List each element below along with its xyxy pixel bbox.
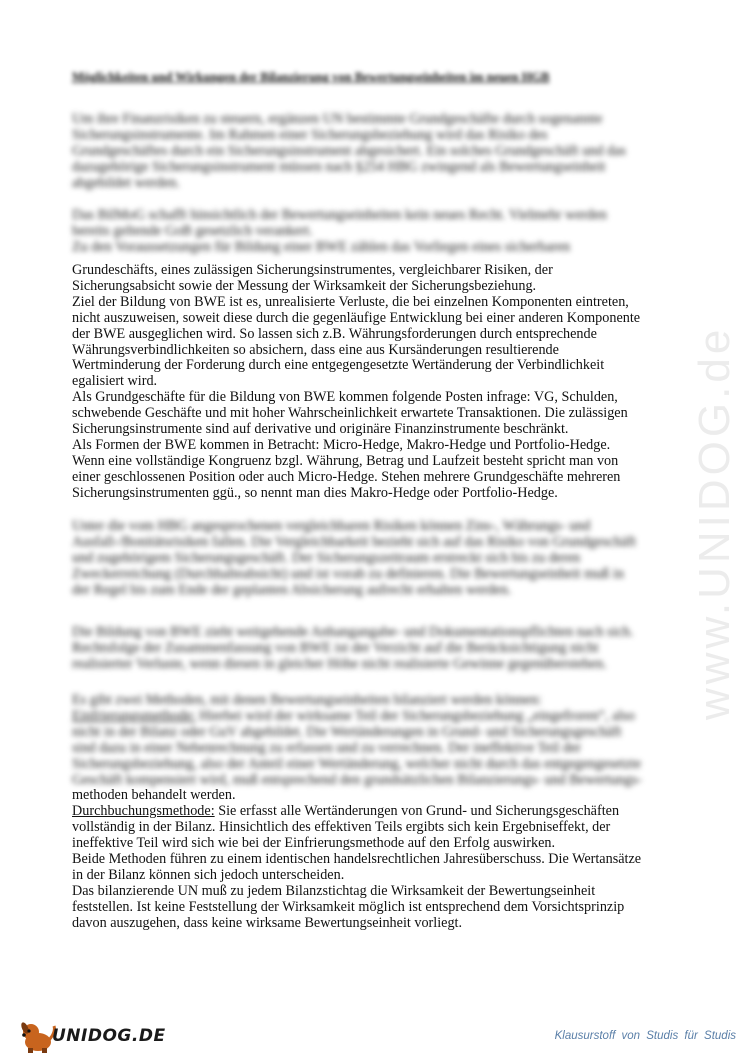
text-line: Grundeschäfts, eines zulässigen Sicherungsinstrumentes, vergleichbarer Risiken, der [72, 263, 553, 278]
method2-text: Sie erfasst alle Wertänderungen von Grund- und Sicherungsgeschäften [214, 804, 620, 820]
text-line: Sicherungsinstrumenten ggü., so nennt man dies Makro-Hedge oder Portfolio-Hedge. [72, 485, 558, 501]
text-line: Unter die vom HBG angesprochenen vergleichbaren Risiken können Zins-, Währungs- und [72, 519, 591, 534]
text-line: Beide Methoden führen zu einem identischen handelsrechtlichen Jahresüberschuss. Die Wertansätze [72, 852, 642, 868]
method1-label: Einfrierungsmethode: [72, 708, 196, 724]
text-line: Ausfall-/Bonitätsrisiken fallen. Die Vergleichbarkeit bezieht sich auf das Risiko von Grundgeschäft [72, 534, 637, 550]
text-line: abgebildet werden. [72, 175, 180, 191]
text-line: Sicherungsinstrumente sind auf derivative und originäre Finanzinstrumente beschränkt. [72, 422, 569, 438]
text-line: nicht auszuweisen, soweit diese durch die gegenläufige Entwicklung bei einer anderen Komponente [72, 310, 641, 326]
methods-section [72, 693, 678, 932]
intro-paragraph [72, 112, 678, 192]
text-line: der BWE ausgeglichen wird. So lassen sich z.B. Währungsforderungen durch entsprechende [72, 326, 597, 342]
text-line: einer geschlossenen Position oder auch Micro-Hedge. Stehen mehrere Grundgeschäfte mehreren [72, 469, 621, 485]
text-line: Rechtsfolge der Zusammenfassung von BWE ist der Verzicht auf die Berücksichtigung nicht [72, 640, 599, 656]
method1-text: Hierbei wird der wirksame Teil der Sicherungsbeziehung „eingefroren“, also [195, 708, 635, 724]
text-line: Zu den Voraussetzungen für Bildung einer BWE zählen das Vorliegen eines sicherbaren [72, 239, 571, 255]
blurred-paragraph-2 [72, 208, 678, 256]
text-line: Geschäft kompensiert wird, muß entsprechend den grundsätzlichen Bilanzierungs- und Bewertungs- [72, 772, 642, 788]
text-line: Um ihre Finanzrisiken zu steuern, ergänzen UN bestimmte Grundgeschäfte durch sogenannte [72, 112, 603, 127]
text-line: realisierter Verluste, wenn diesen in gleicher Höhe nicht realisierte Gewinne gegenüberstehen. [72, 656, 607, 672]
text-line: dazugehörige Sicherungsinstrument müssen nach §254 HBG zwingend als Bewertungseinheit [72, 159, 606, 175]
text-line: ineffektive Teil wird sich wie bei der Einfrierungsmethode auf den Erfolg auswirken. [72, 836, 556, 852]
text-line: davon auszugehen, dass keine wirksame Bewertungseinheit vorliegt. [72, 915, 463, 931]
watermark-text: www.UNIDOG.de [690, 325, 739, 720]
text-line: Sicherungsinstrumente. Im Rahmen einer Sicherungsbeziehung wird das Risiko des [72, 127, 548, 143]
text-line: Wertminderung der Forderung durch eine entgegengesetzte Wertänderung der Verbindlichkeit [72, 358, 605, 374]
text-line: egalisiert wird. [72, 374, 158, 390]
text-line: und zugehörigem Sicherungsgeschäft. Der Sicherungszeitraum erstreckt sich bis zu deren [72, 550, 581, 566]
method2-body [72, 820, 678, 931]
method1-line [72, 709, 678, 725]
text-line: Das BilMoG schafft hinsichtlich der Bewertungseinheiten kein neues Recht. Vielmehr werden [72, 208, 607, 223]
text-line: Sicherungsabsicht sowie der Messung der Wirksamkeit der Sicherungsbeziehung. [72, 278, 537, 294]
text-line: feststellen. Ist keine Feststellung der Wirksamkeit möglich ist entsprechend dem Vorsichtsprinzip [72, 899, 625, 915]
text-line: in der Bilanz können sich jedoch unterscheiden. [72, 867, 345, 883]
text-line: Grundgeschäftes durch ein Sicherungsinstrument abgesichert. Ein solches Grundgeschäft und das [72, 143, 626, 159]
document-title: Möglichkeiten und Wirkungen der Bilanzierung von Bewertungseinheiten im neuen HGB [72, 70, 550, 84]
method1-blurred-body [72, 725, 678, 789]
text-line: Das bilanzierende UN muß zu jedem Bilanzstichtag die Wirksamkeit der Bewertungseinheit [72, 883, 596, 899]
text-line: schwebende Geschäfte und mit hoher Wahrscheinlichkeit erwartete Transaktionen. Die zulässigen [72, 406, 628, 422]
method2-line [72, 804, 678, 820]
text-line: Wenn eine vollständige Kongruenz bzgl. Währung, Betrag und Laufzeit besteht spricht man von [72, 453, 619, 469]
text-line: Sicherungsbeziehung, also der Anteil einer Wertänderung, welcher nicht durch das entgegengesetzte [72, 756, 642, 772]
text-line: Ziel der Bildung von BWE ist es, unrealisierte Verluste, die bei einzelnen Komponenten eintreten, [72, 294, 629, 310]
method1-closing: methoden behandelt werden. [72, 788, 236, 804]
text-line: der Regel bis zum Ende der geplanten Absicherung aufrecht erhalten werden. [72, 582, 512, 598]
text-line: Als Grundgeschäfte für die Bildung von BWE kommen folgende Posten infrage: VG, Schulden, [72, 390, 618, 406]
text-line: nicht in der Bilanz oder GuV abgebildet. Die Wertänderungen in Grund- und Sicherungsgeschäft [72, 724, 622, 740]
blurred-paragraph-4 [72, 625, 678, 673]
logo-text: UNIDOG.DE [52, 1026, 166, 1046]
blurred-paragraph-3 [72, 519, 678, 599]
methods-intro: Es gibt zwei Methoden, mit denen Bewertungseinheiten bilanziert werden können: [72, 693, 542, 708]
text-line: bereits geltende GoB gesetzlich verankert. [72, 223, 313, 239]
method2-label: Durchbuchungsmethode: [72, 804, 215, 820]
text-line: Als Formen der BWE kommen in Betracht: Micro-Hedge, Makro-Hedge und Portfolio-Hedge. [72, 437, 611, 453]
footer-tagline: Klausurstoff von Studis für Studis [554, 1030, 736, 1042]
text-line: sind dazu in einer Nebenrechnung zu erfassen und zu verrechnen. Der ineffektive Teil der [72, 740, 582, 756]
text-line: Die Bildung von BWE zieht weitgehende Anhangangabe- und Dokumentationspflichten nach sich. [72, 625, 634, 640]
body-paragraph-main [72, 263, 678, 502]
text-line: vollständig in der Bilanz. Hinsichtlich des effektiven Teils ergibts sich kein Ergebniseffekt, der [72, 820, 611, 836]
text-line: Währungsverbindlichkeiten so absichern, dass eine aus Kursänderungen resultierende [72, 342, 559, 358]
text-line: Zweckerreichung (Durchhalteabsicht) und ist vorab zu definieren. Die Bewertungseinheit muß in [72, 566, 624, 582]
